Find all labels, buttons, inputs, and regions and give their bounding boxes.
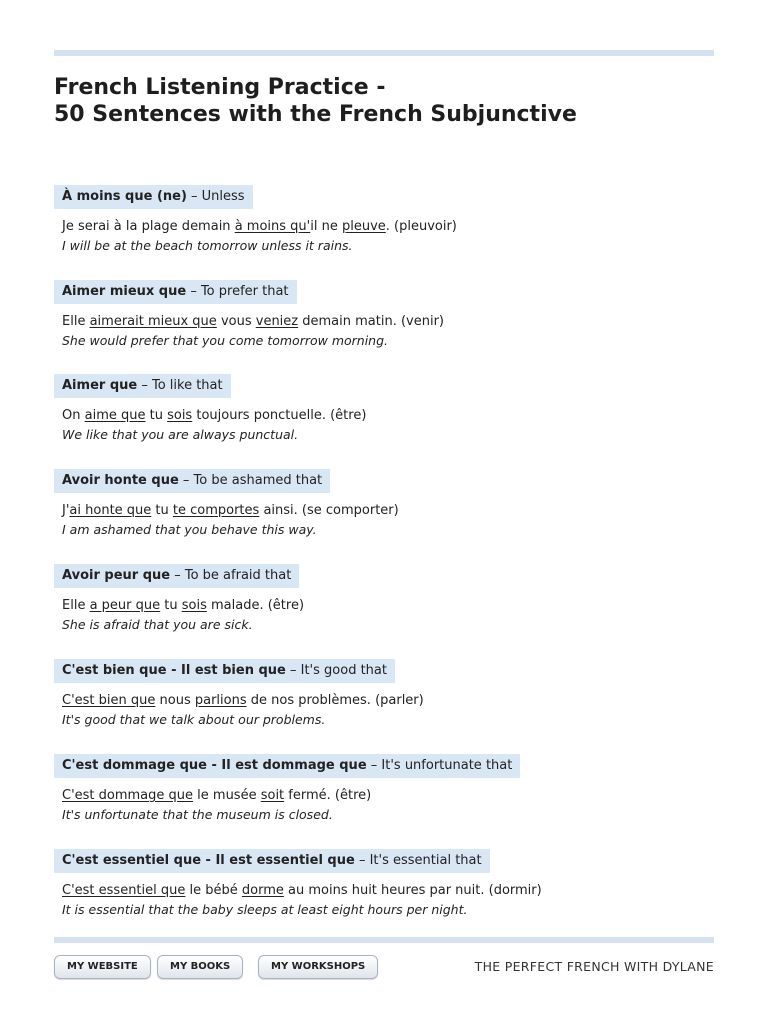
page-title-line-2: 50 Sentences with the French Subjunctive (54, 102, 577, 127)
subjunctive-highlight: te comportes (172, 503, 260, 518)
subjunctive-highlight: pleuve (341, 219, 386, 234)
sentence-text: malade. (être) (206, 598, 305, 613)
entry-meaning: – It's unfortunate that (366, 758, 513, 773)
entry-expression: Avoir peur que (62, 568, 171, 583)
subjunctive-highlight: parlions (194, 693, 247, 708)
entry-heading (54, 659, 395, 683)
entry-meaning: – To like that (137, 378, 223, 393)
entry (54, 659, 714, 729)
my-books-button[interactable]: MY BOOKS (157, 955, 243, 979)
french-sentence (54, 881, 714, 900)
english-translation: It's unfortunate that the museum is closed. (62, 807, 333, 822)
sentence-text: On (62, 408, 85, 423)
entry (54, 564, 714, 634)
subjunctive-highlight: a peur que (89, 598, 161, 613)
sentence-text: ainsi. (se comporter) (259, 503, 399, 518)
sentence-text: le musée (193, 788, 261, 803)
french-sentence (54, 786, 714, 805)
subjunctive-highlight: aime que (84, 408, 146, 423)
top-divider (54, 50, 714, 56)
entry-heading (54, 754, 520, 778)
entry-expression: Aimer que (62, 378, 138, 393)
french-sentence (54, 312, 714, 331)
french-sentence (54, 501, 714, 520)
entry-heading (54, 469, 330, 493)
entry (54, 754, 714, 824)
sentence-text: tu (145, 408, 168, 423)
bottom-divider (54, 937, 714, 943)
sentence-text: toujours ponctuelle. (être) (192, 408, 367, 423)
entry-expression: Avoir honte que (62, 473, 179, 488)
sentence-text: tu (160, 598, 182, 613)
english-translation: We like that you are always punctual. (62, 427, 299, 442)
sentence-text: le bébé (185, 883, 242, 898)
entry-meaning: – Unless (186, 189, 245, 204)
sentence-text: Elle (62, 314, 90, 329)
subjunctive-highlight: veniez (255, 314, 299, 329)
subjunctive-highlight: sois (181, 598, 207, 613)
entry-expression: À moins que (ne) (62, 189, 187, 204)
french-sentence (54, 596, 714, 615)
entry (54, 185, 714, 255)
entry-meaning: – It's good that (285, 663, 387, 678)
subjunctive-highlight: aimerait mieux que (89, 314, 217, 329)
sentence-text: au moins huit heures par nuit. (dormir) (283, 883, 542, 898)
entry (54, 469, 714, 539)
entry-heading (54, 849, 490, 873)
english-translation: It's good that we talk about our problems. (62, 712, 326, 727)
sentence-text: J' (62, 503, 70, 518)
entry-heading (54, 185, 253, 209)
french-sentence (54, 406, 714, 425)
sentence-text: vous (216, 314, 256, 329)
entry-meaning: – To be ashamed that (178, 473, 323, 488)
entry (54, 374, 714, 444)
subjunctive-highlight: soit (260, 788, 285, 803)
english-translation: She is afraid that you are sick. (62, 617, 253, 632)
subjunctive-highlight: dorme (241, 883, 284, 898)
sentence-text: fermé. (être) (284, 788, 372, 803)
entry-expression: C'est bien que - Il est bien que (62, 663, 286, 678)
my-workshops-button[interactable]: MY WORKSHOPS (258, 955, 378, 979)
sentence-text: tu (151, 503, 173, 518)
footer-brand: THE PERFECT FRENCH WITH DYLANE (474, 959, 714, 974)
french-sentence (54, 691, 714, 710)
subjunctive-highlight: C'est essentiel que (62, 883, 186, 898)
entry-heading (54, 280, 297, 304)
sentence-text: demain matin. (venir) (298, 314, 444, 329)
english-translation: It is essential that the baby sleeps at least eight hours per night. (62, 902, 468, 917)
subjunctive-highlight: sois (167, 408, 193, 423)
entry-expression: Aimer mieux que (62, 284, 187, 299)
page-title-line-1: French Listening Practice - (54, 75, 386, 100)
subjunctive-highlight: C'est dommage que (62, 788, 194, 803)
my-website-button[interactable]: MY WEBSITE (54, 955, 151, 979)
english-translation: She would prefer that you come tomorrow morning. (62, 333, 389, 348)
entry-heading (54, 374, 231, 398)
entry-expression: C'est dommage que - Il est dommage que (62, 758, 367, 773)
entry (54, 280, 714, 350)
entry-meaning: – To prefer that (186, 284, 289, 299)
sentence-text: . (pleuvoir) (385, 219, 457, 234)
subjunctive-highlight: à moins qu' (234, 219, 311, 234)
entry-meaning: – It's essential that (354, 853, 482, 868)
sentence-text: il ne (310, 219, 342, 234)
entry-expression: C'est essentiel que - Il est essentiel que (62, 853, 355, 868)
english-translation: I will be at the beach tomorrow unless it rains. (62, 238, 353, 253)
sentence-text: de nos problèmes. (parler) (246, 693, 424, 708)
subjunctive-highlight: ai honte que (69, 503, 152, 518)
french-sentence (54, 217, 714, 236)
page-title (54, 74, 714, 128)
entry-heading (54, 564, 299, 588)
sentence-text: nous (155, 693, 195, 708)
english-translation: I am ashamed that you behave this way. (62, 522, 317, 537)
sentence-text: Je serai à la plage demain (62, 219, 235, 234)
entry-meaning: – To be afraid that (170, 568, 292, 583)
entry (54, 849, 714, 919)
subjunctive-highlight: C'est bien que (62, 693, 156, 708)
sentence-text: Elle (62, 598, 90, 613)
